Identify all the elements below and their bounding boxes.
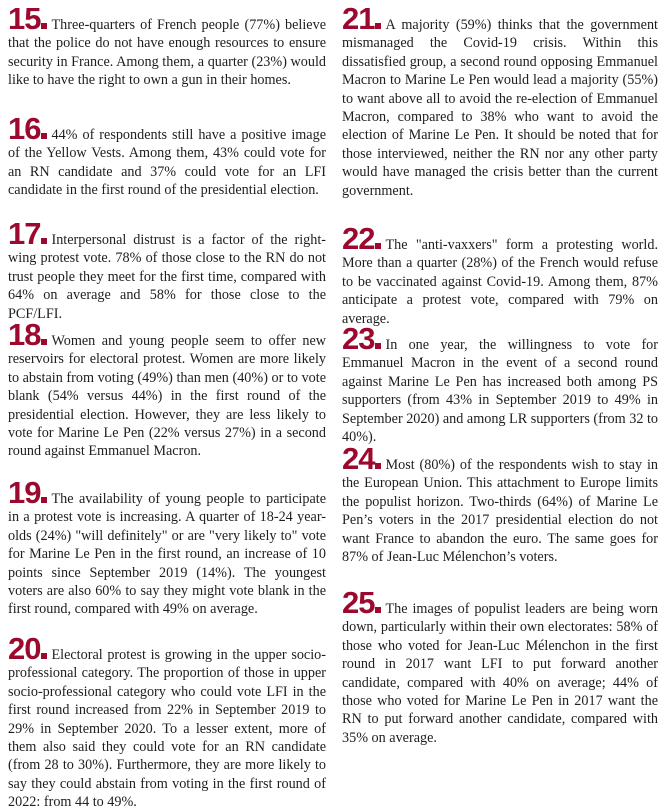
finding-item-25 <box>342 585 658 747</box>
finding-item-18 <box>8 317 326 461</box>
item-number: 25 <box>342 585 375 620</box>
item-number: 20 <box>8 631 41 666</box>
item-text: Electoral protest is growing in the upper socio-professional category. The proportion of those in upper socio-professional category who could vote LFI in the first round increased from 22% in September 2019 to 29% in September 2020. To a lesser extent, more of them also said they could vote for an RN candidate (from 28 to 30%). Furthermore, they are more likely to say they could abstain from voting in the first round of 2022: from 44 to 49%. <box>8 647 326 811</box>
item-number: 15 <box>8 1 41 36</box>
item-number: 16 <box>8 111 41 146</box>
item-text: The availability of young people to participate in a protest vote is increasing. A quarter of 18-24 year-olds (24%) "will definitely" or are "very likely to" vote for Marine Le Pen in the first round, an increase of 10 points since September 2019 (14%). The youngest voters are also 60% to say they might vote blank in the first round, compared with 49% on average. <box>8 491 326 618</box>
item-number: 23 <box>342 321 375 356</box>
bullet-square-icon <box>375 607 381 613</box>
item-number: 21 <box>342 1 375 36</box>
item-text: The "anti-vaxxers" form a protesting world. More than a quarter (28%) of the French would refuse to be vaccinated against Covid-19. Among them, 87% anticipate a protest vote, compared with 79% on average. <box>342 237 658 327</box>
bullet-square-icon <box>41 23 47 29</box>
item-text: Women and young people seem to offer new reservoirs for electoral protest. Women are more likely to abstain from voting (49%) than men (40%) or to vote blank (54% versus 44%) in the first round of the presidential election. However, they are less likely to vote for Marine Le Pen (22% versus 27%) in a second round against Emmanuel Macron. <box>8 333 326 460</box>
bullet-square-icon <box>375 463 381 469</box>
item-text: Interpersonal distrust is a factor of the right-wing protest vote. 78% of those close to the RN do not trust people they meet for the first time, compared with 64% on average and 58% for those close to the PCF/LFI. <box>8 232 326 322</box>
finding-item-24 <box>342 441 658 566</box>
item-text: 44% of respondents still have a positive image of the Yellow Vests. Among them, 43% could vote for an RN candidate and 37% could vote for an LFI candidate in the first round of the presidential election. <box>8 127 326 199</box>
finding-item-20 <box>8 631 326 812</box>
item-text: Three-quarters of French people (77%) believe that the police do not have enough resources to ensure security in France. Among them, a quarter (23%) would like to have the right to own a gun in their homes. <box>8 17 326 89</box>
bullet-square-icon <box>41 339 47 345</box>
bullet-square-icon <box>375 23 381 29</box>
item-number: 22 <box>342 221 375 256</box>
item-number: 17 <box>8 216 41 251</box>
item-number: 18 <box>8 317 41 352</box>
bullet-square-icon <box>41 653 47 659</box>
finding-item-16 <box>8 111 326 200</box>
bullet-square-icon <box>375 243 381 249</box>
item-text: A majority (59%) thinks that the government mismanaged the Covid-19 crisis. Within this dissatisfied group, a second round opposing Emmanuel Macron to Marine Le Pen would lead a majority (55%) to want above all to avoid the re-election of Emmanuel Macron, compared to 38% who want to avoid the election of Marine Le Pen. It should be noted that for those interviewed, neither the RN nor any other party would have managed the crisis better than the current government. <box>342 17 658 199</box>
finding-item-21 <box>342 1 658 200</box>
bullet-square-icon <box>375 343 381 349</box>
bullet-square-icon <box>41 238 47 244</box>
bullet-square-icon <box>41 133 47 139</box>
bullet-square-icon <box>41 497 47 503</box>
item-number: 24 <box>342 441 375 476</box>
finding-item-15 <box>8 1 326 90</box>
finding-item-17 <box>8 216 326 323</box>
item-text: The images of populist leaders are being worn down, particularly within their own electorates: 58% of those who voted for Jean-Luc Mélenchon in the first round in 2017 want LFI to put forward another candidate, compared with 40% on average; 44% of those who voted for Marine Le Pen in 2017 want the RN to put forward another candidate, compared with 35% on average. <box>342 601 658 746</box>
item-number: 19 <box>8 475 41 510</box>
finding-item-19 <box>8 475 326 619</box>
finding-item-23 <box>342 321 659 446</box>
finding-item-22 <box>342 221 658 328</box>
item-text: In one year, the willingness to vote for Emmanuel Macron in the event of a second round against Marine Le Pen has increased both among PS supporters (from 43% in September 2019 to 49% in September 2020) and among LR supporters (from 32 to 40%). <box>342 337 659 446</box>
item-text: Most (80%) of the respondents wish to stay in the European Union. This attachment to Europe limits the populist horizon. Two-thirds (64%) of Marine Le Pen’s voters in the 2017 presidential election do not want France to abandon the euro. The same goes for 87% of Jean-Luc Mélenchon’s voters. <box>342 457 658 566</box>
